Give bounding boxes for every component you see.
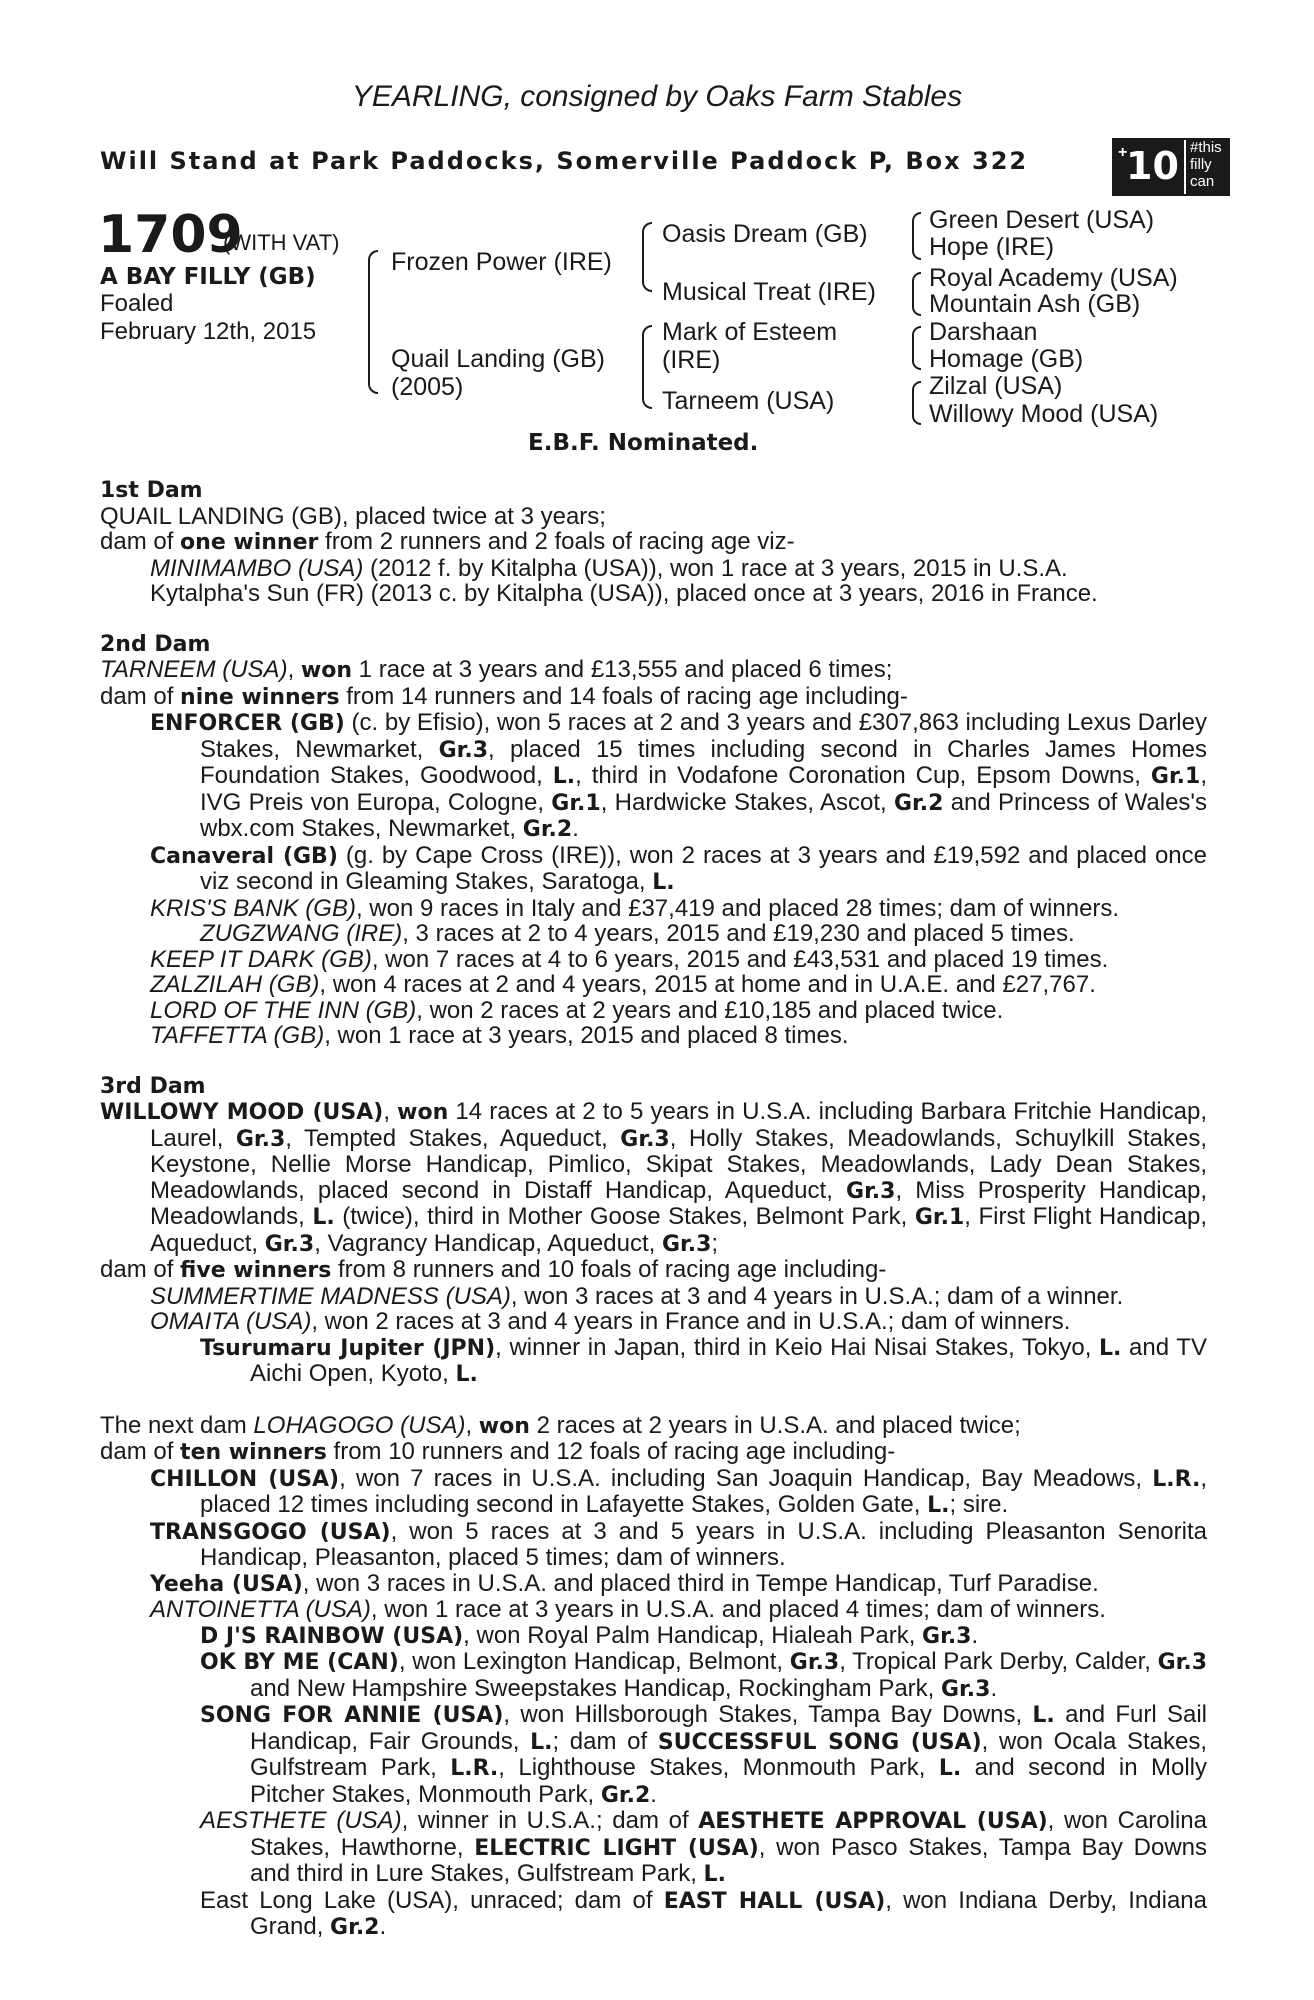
logo-plus: + xyxy=(1118,144,1128,161)
pedigree-dam-sire: Mark of Esteem xyxy=(662,318,838,346)
produce-entry-canaveral: Canaveral (GB) (g. by Cape Cross (IRE)), won 2 races at 3 years and £19,592 and placed once viz second in Gleaming Stakes, Saratoga, L. xyxy=(150,841,1207,895)
produce-entry-tsurumaru-jupiter: Tsurumaru Jupiter (JPN), winner in Japan, third in Keio Hai Nisai Stakes, Tokyo, L. and TV Aichi Open, Kyoto, L. xyxy=(200,1333,1207,1387)
produce-entry: KEEP IT DARK (GB), won 7 races at 4 to 6 years, 2015 and £43,531 and placed 19 times. xyxy=(150,945,1109,973)
first-dam-line: QUAIL LANDING (GB), placed twice at 3 years; xyxy=(100,502,606,530)
produce-entry-enforcer: ENFORCER (GB) (c. by Efisio), won 5 races at 2 and 3 years and £307,863 including Lexus Darley Stakes, Newmarket, Gr.3, placed 15 times including second in Charles James Homes Foundation Stakes, Goodwood, L., third in Vodafone Coronation Cup, Epsom Downs, Gr.1, IVG Preis von Europa, Cologne, Gr.1, Hardwicke Stakes, Ascot, Gr.2 and Princess of Wales's wbx.com Stakes, Newmarket, Gr.2. xyxy=(150,709,1208,842)
pedigree-dss: Darshaan xyxy=(929,318,1038,346)
next-dam-line: The next dam LOHAGOGO (USA), won 2 races at 2 years in U.S.A. and placed twice; xyxy=(100,1411,1021,1439)
pedigree-dds: Zilzal (USA) xyxy=(929,372,1063,400)
pedigree-ddd: Willowy Mood (USA) xyxy=(929,400,1159,428)
second-dam-produce-summary: dam of nine winners from 14 runners and 14 foals of racing age including- xyxy=(100,682,908,710)
produce-entry-ok-by-me: OK BY ME (CAN), won Lexington Handicap, Belmont, Gr.3, Tropical Park Derby, Calder, Gr.3 and New Hampshire Sweepstakes Handicap, Rockingham Park, Gr.3. xyxy=(200,1648,1208,1702)
ebf-nominated: E.B.F. Nominated. xyxy=(528,430,759,456)
produce-entry-east-long-lake: East Long Lake (USA), unraced; dam of EAST HALL (USA), won Indiana Derby, Indiana Grand, Gr.2. xyxy=(200,1886,1208,1940)
produce-entry: ZUGZWANG (IRE), 3 races at 2 to 4 years, 2015 and £19,230 and placed 5 times. xyxy=(200,920,1075,947)
pedigree-dam-sire-country: (IRE) xyxy=(662,346,721,374)
pedigree-brace xyxy=(368,250,378,394)
produce-entry: D J'S RAINBOW (USA), won Royal Palm Handicap, Hialeah Park, Gr.3. xyxy=(200,1621,979,1649)
next-dam-produce-summary: dam of ten winners from 10 runners and 12 foals of racing age including- xyxy=(100,1438,896,1465)
third-dam-heading: 3rd Dam xyxy=(100,1073,206,1099)
pedigree-sdd: Mountain Ash (GB) xyxy=(929,290,1141,318)
foaled-date: February 12th, 2015 xyxy=(100,318,317,345)
catalogue-body xyxy=(100,478,1207,1941)
produce-entry-aesthete: AESTHETE (USA), winner in U.S.A.; dam of AESTHETE APPROVAL (USA), won Carolina Stakes, Hawthorne, ELECTRIC LIGHT (USA), won Pasco Stakes, Tampa Bay Downs and third in Lure Stakes, Gulfstream Park, L. xyxy=(200,1807,1208,1887)
produce-entry: KRIS'S BANK (GB), won 9 races in Italy and £37,419 and placed 28 times; dam of winners. xyxy=(150,894,1120,922)
stand-location: Will Stand at Park Paddocks, Somerville Paddock P, Box 322 xyxy=(100,147,1029,175)
foaled-label: Foaled xyxy=(100,290,174,317)
produce-entry: TAFFETTA (GB), won 1 race at 3 years, 2015 and placed 8 times. xyxy=(150,1022,849,1049)
third-dam-produce-summary: dam of five winners from 8 runners and 10 foals of racing age including- xyxy=(100,1256,887,1283)
first-dam-produce-summary: dam of one winner from 2 runners and 2 foals of racing age viz- xyxy=(100,528,795,555)
produce-entry: ANTOINETTA (USA), won 1 race at 3 years in U.S.A. and placed 4 times; dam of winners. xyxy=(150,1596,1106,1623)
pedigree-dam: Quail Landing (GB) xyxy=(391,345,606,373)
first-dam-heading: 1st Dam xyxy=(100,478,203,503)
second-dam-line: TARNEEM (USA), won 1 race at 3 years and £13,555 and placed 6 times; xyxy=(100,656,893,683)
produce-entry: ZALZILAH (GB), won 4 races at 2 and 4 years, 2015 at home and in U.A.E. and £27,767. xyxy=(150,971,1096,998)
lot-title: A BAY FILLY (GB) xyxy=(100,264,316,290)
pedigree-sss: Green Desert (USA) xyxy=(929,206,1155,234)
pedigree-ssd: Hope (IRE) xyxy=(929,233,1055,261)
pedigree-brace xyxy=(912,326,921,370)
second-dam-heading: 2nd Dam xyxy=(100,631,211,657)
produce-entry: Kytalpha's Sun (FR) (2013 c. by Kitalpha (USA)), placed once at 3 years, 2016 in France. xyxy=(150,580,1098,607)
logo-separator xyxy=(1184,140,1186,194)
this-filly-can-logo xyxy=(1112,138,1230,196)
produce-entry-yeeha: Yeeha (USA), won 3 races in U.S.A. and placed third in Tempe Handicap, Turf Paradise. xyxy=(150,1569,1099,1597)
produce-entry-transgogo: TRANSGOGO (USA), won 5 races at 3 and 5 years in U.S.A. including Pleasanton Senorita Handicap, Pleasanton, placed 5 times; dam of winners. xyxy=(150,1517,1207,1571)
consignment-line: YEARLING, consigned by Oaks Farm Stables xyxy=(351,80,963,113)
lot-number: 1709 xyxy=(98,205,243,265)
logo-number: 10 xyxy=(1126,144,1179,188)
pedigree-dsd: Homage (GB) xyxy=(929,345,1084,373)
produce-entry: LORD OF THE INN (GB), won 2 races at 2 years and £10,185 and placed twice. xyxy=(150,996,1004,1024)
pedigree-brace xyxy=(912,212,921,260)
pedigree-brace xyxy=(912,381,921,425)
pedigree-brace xyxy=(642,222,652,292)
produce-entry-song-for-annie: SONG FOR ANNIE (USA), won Hillsborough Stakes, Tampa Bay Downs, L. and Furl Sail Handicap, Fair Grounds, L.; dam of SUCCESSFUL SONG (USA), won Ocala Stakes, Gulfstream Park, L.R., Lighthouse Stakes, Monmouth Park, L. and second in Molly Pitcher Stakes, Monmouth Park, Gr.2. xyxy=(200,1701,1208,1808)
pedigree-sire: Frozen Power (IRE) xyxy=(391,248,612,276)
produce-entry: OMAITA (USA), won 2 races at 3 and 4 years in France and in U.S.A.; dam of winners. xyxy=(150,1308,1071,1335)
produce-entry: SUMMERTIME MADNESS (USA), won 3 races at 3 and 4 years in U.S.A.; dam of a winner. xyxy=(150,1282,1124,1310)
third-dam-line: WILLOWY MOOD (USA), won 14 races at 2 to 5 years in U.S.A. including Barbara Fritchie Handicap, Laurel, Gr.3, Tempted Stakes, Aqueduct, Gr.3, Holly Stakes, Meadowlands, Schuylkill Stakes, Keystone, Nellie Morse Handicap, Pimlico, Skipat Stakes, Meadowlands, Lady Dean Stakes, Meadowlands, placed second in Distaff Handicap, Aqueduct, Gr.3, Miss Prosperity Handicap, Meadowlands, L. (twice), third in Mother Goose Stakes, Belmont Park, Gr.1, First Flight Handicap, Aqueduct, Gr.3, Vagrancy Handicap, Aqueduct, Gr.3; xyxy=(100,1098,1207,1257)
pedigree-brace xyxy=(912,272,921,316)
pedigree-dam-year: (2005) xyxy=(391,373,464,401)
logo-tagline: #this filly can xyxy=(1190,139,1222,190)
pedigree-sds: Royal Academy (USA) xyxy=(929,264,1178,292)
vat-note: (WITH VAT) xyxy=(223,230,340,255)
pedigree-brace xyxy=(642,325,652,409)
pedigree-sire-dam: Musical Treat (IRE) xyxy=(662,278,876,306)
produce-entry-chillon: CHILLON (USA), won 7 races in U.S.A. including San Joaquin Handicap, Bay Meadows, L.R., placed 12 times including second in Lafayette Stakes, Golden Gate, L.; sire. xyxy=(150,1464,1207,1518)
pedigree-dam-dam: Tarneem (USA) xyxy=(662,387,835,415)
pedigree-sire-sire: Oasis Dream (GB) xyxy=(662,220,868,248)
produce-entry: MINIMAMBO (USA) (2012 f. by Kitalpha (USA)), won 1 race at 3 years, 2015 in U.S.A. xyxy=(150,554,1068,582)
